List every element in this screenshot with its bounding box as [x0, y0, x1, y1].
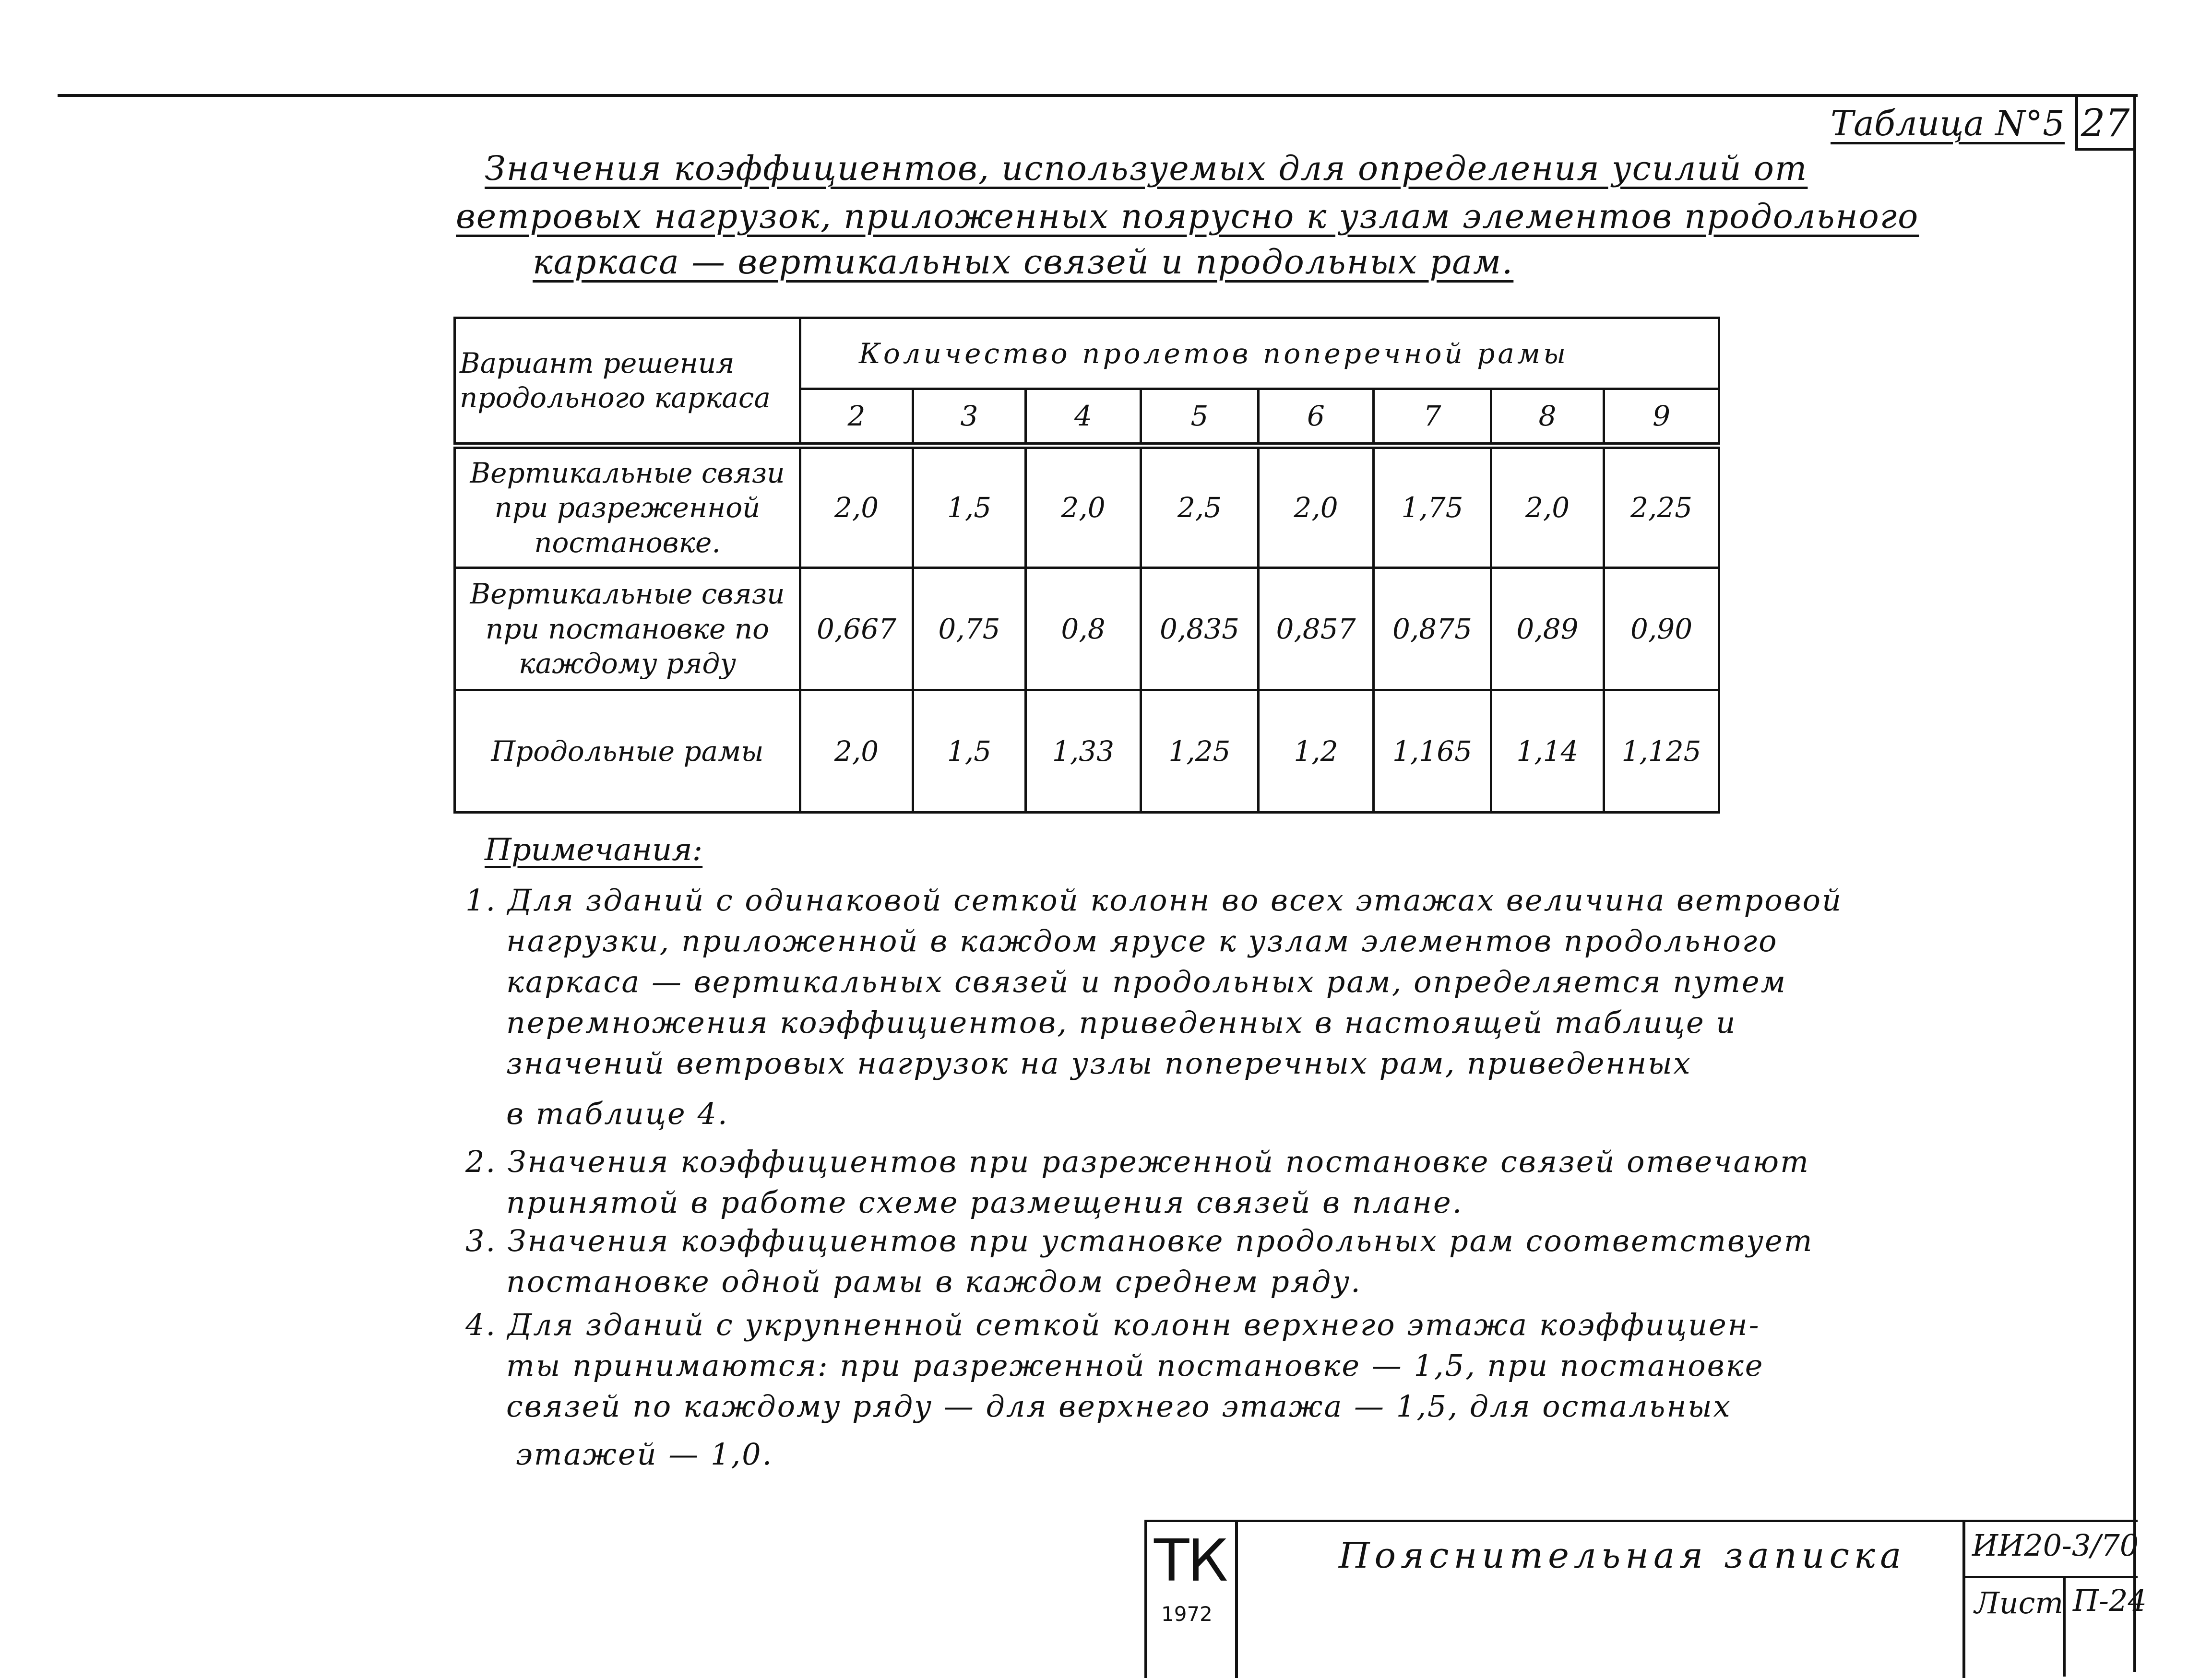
note-line: значений ветровых нагрузок на узлы поперечных рам, приведенных — [506, 1046, 1692, 1081]
table-cell: 2,5 — [1141, 446, 1259, 568]
table-cell: 2,0 — [800, 446, 913, 568]
note-line: ты принимаются: при разреженной постановке — 1,5, при постановке — [506, 1348, 1764, 1383]
table-cell: 0,875 — [1374, 568, 1491, 690]
table-cell: 0,667 — [800, 568, 913, 690]
coefficients-table — [453, 317, 1720, 814]
table-cell: 1,25 — [1141, 690, 1259, 813]
title-line-2: ветровых нагрузок, приложенных поярусно к узлам элементов продольного — [456, 197, 1919, 236]
code-box-divider — [1962, 1576, 2138, 1578]
row-label: Вертикальные связи при разреженной постановке. — [455, 446, 800, 568]
table-cell: 1,75 — [1374, 446, 1491, 568]
table-cell: 2,0 — [1259, 446, 1374, 568]
logo-year: 1972 — [1161, 1602, 1213, 1626]
note-line: этажей — 1,0. — [516, 1437, 773, 1472]
note-line: нагрузки, приложенной в каждом ярусе к узлам элементов продольного — [506, 923, 1778, 958]
note-line: связей по каждому ряду — для верхнего этажа — 1,5, для остальных — [506, 1389, 1732, 1424]
table-row — [455, 446, 1719, 568]
frame-right-rule — [2133, 94, 2136, 1672]
table-cell: 1,5 — [913, 690, 1026, 813]
row-label: Продольные рамы — [455, 690, 800, 813]
table-cell: 0,857 — [1259, 568, 1374, 690]
note-line: 3. Значения коэффициентов при установке продольных рам соответствует — [465, 1223, 1814, 1258]
note-line: каркаса — вертикальных связей и продольных рам, определяется путем — [506, 964, 1787, 999]
note-line: 4. Для зданий с укрупненной сеткой колонн верхнего этажа коэффициен- — [465, 1307, 1760, 1342]
column-header: 6 — [1259, 389, 1374, 446]
table-cell: 2,0 — [1026, 446, 1141, 568]
title-line-1: Значения коэффициентов, используемых для определения усилий от — [485, 149, 1808, 188]
table-cell: 2,0 — [800, 690, 913, 813]
table-cell: 1,33 — [1026, 690, 1141, 813]
table-cell: 1,2 — [1259, 690, 1374, 813]
page-number: 27 — [2081, 101, 2130, 145]
table-cell: 1,165 — [1374, 690, 1491, 813]
row-header-label: Вариант решения продольного каркаса — [455, 318, 800, 446]
column-header: 3 — [913, 389, 1026, 446]
table-cell: 0,89 — [1491, 568, 1604, 690]
frame-top-rule — [58, 94, 2138, 97]
table-row — [455, 690, 1719, 813]
column-header: 4 — [1026, 389, 1141, 446]
note-line: перемножения коэффициентов, приведенных в настоящей таблице и — [506, 1005, 1737, 1040]
note-line: принятой в работе схеме размещения связей в плане. — [506, 1185, 1463, 1220]
document-code: ИИ20-3/70 — [1972, 1528, 2139, 1563]
table-reference: Таблица N°5 — [1831, 103, 2065, 143]
table-cell: 2,25 — [1604, 446, 1719, 568]
note-line: 1. Для зданий с одинаковой сеткой колонн во всех этажах величина ветровой — [465, 883, 1843, 918]
table-cell: 1,14 — [1491, 690, 1604, 813]
column-header: 8 — [1491, 389, 1604, 446]
document-type: Пояснительная записка — [1339, 1535, 1906, 1576]
table-cell: 1,5 — [913, 446, 1026, 568]
sheet-divider — [2063, 1576, 2066, 1677]
sheet-label: Лист — [1974, 1585, 2064, 1620]
sheet-number: П-24 — [2073, 1583, 2147, 1618]
column-group-label: Количество пролетов поперечной рамы — [800, 318, 1719, 389]
notes-title: Примечания: — [485, 832, 703, 868]
table-cell: 0,75 — [913, 568, 1026, 690]
column-header: 5 — [1141, 389, 1259, 446]
table-cell: 0,8 — [1026, 568, 1141, 690]
column-header: 2 — [800, 389, 913, 446]
table-cell: 0,90 — [1604, 568, 1719, 690]
column-header: 9 — [1604, 389, 1719, 446]
column-header: 7 — [1374, 389, 1491, 446]
note-line: постановке одной рамы в каждом среднем ряду. — [506, 1264, 1362, 1299]
row-label: Вертикальные связи при постановке по каждому ряду — [455, 568, 800, 690]
title-line-3: каркаса — вертикальных связей и продольных рам. — [533, 242, 1514, 282]
table-cell: 1,125 — [1604, 690, 1719, 813]
table-cell: 2,0 — [1491, 446, 1604, 568]
note-line: в таблице 4. — [506, 1096, 729, 1131]
table-row — [455, 568, 1719, 690]
tk-logo: ТК — [1154, 1528, 1226, 1595]
note-line: 2. Значения коэффициентов при разреженной постановке связей отвечают — [465, 1144, 1810, 1179]
table-cell: 0,835 — [1141, 568, 1259, 690]
